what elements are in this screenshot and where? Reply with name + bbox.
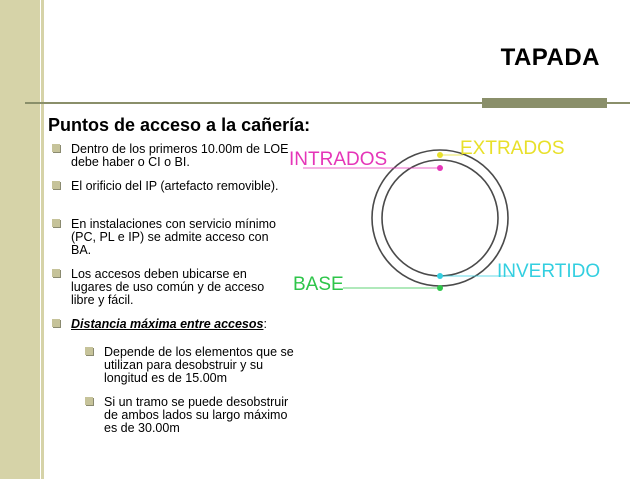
intrados-point	[437, 165, 443, 171]
sub-bullet-marker	[85, 347, 93, 355]
bullet-item-2: El orificio del IP (artefacto removible).	[71, 179, 279, 193]
bullet-item-3: En instalaciones con servicio mínimo (PC, PL e IP) se admite acceso con BA.	[71, 217, 276, 257]
invertido-point	[437, 273, 443, 279]
side-decor-line	[41, 0, 44, 479]
inner-wall-circle	[382, 160, 498, 276]
sub-bullet-marker	[85, 397, 93, 405]
title-divider-block	[482, 98, 607, 108]
section-heading: Puntos de acceso a la cañería:	[48, 115, 311, 135]
extrados-point	[437, 152, 443, 158]
intrados-label: INTRADOS	[289, 149, 388, 170]
sub-bullet-item-1: Depende de los elementos que se utilizan para desobstruir y su longitud es de 15.00m	[104, 345, 294, 385]
base-point	[437, 285, 443, 291]
extrados-label: EXTRADOS	[460, 138, 565, 159]
bullet-item-5	[71, 318, 291, 331]
emphasis-suffix: :	[263, 317, 267, 331]
side-decor-bar	[0, 0, 40, 479]
bullet-marker	[52, 219, 60, 227]
bullet-item-4: Los accesos deben ubicarse en lugares de uso común y de acceso libre y fácil.	[71, 267, 265, 307]
bullet-marker	[52, 144, 60, 152]
bullet-marker	[52, 181, 60, 189]
bullet-marker	[52, 269, 60, 277]
pipe-section-diagram	[283, 135, 611, 300]
emphasis-text: Distancia máxima entre accesos	[71, 317, 264, 331]
slide-title: TAPADA	[500, 44, 600, 71]
bullet-item-1: Dentro de los primeros 10.00m de LOE debe haber o CI o BI.	[71, 142, 289, 169]
invertido-label: INVERTIDO	[497, 261, 601, 282]
sub-bullet-item-2: Si un tramo se puede desobstruir de ambos lados su largo máximo es de 30.00m	[104, 395, 289, 435]
bullet-marker	[52, 319, 60, 327]
base-label: BASE	[293, 274, 344, 295]
